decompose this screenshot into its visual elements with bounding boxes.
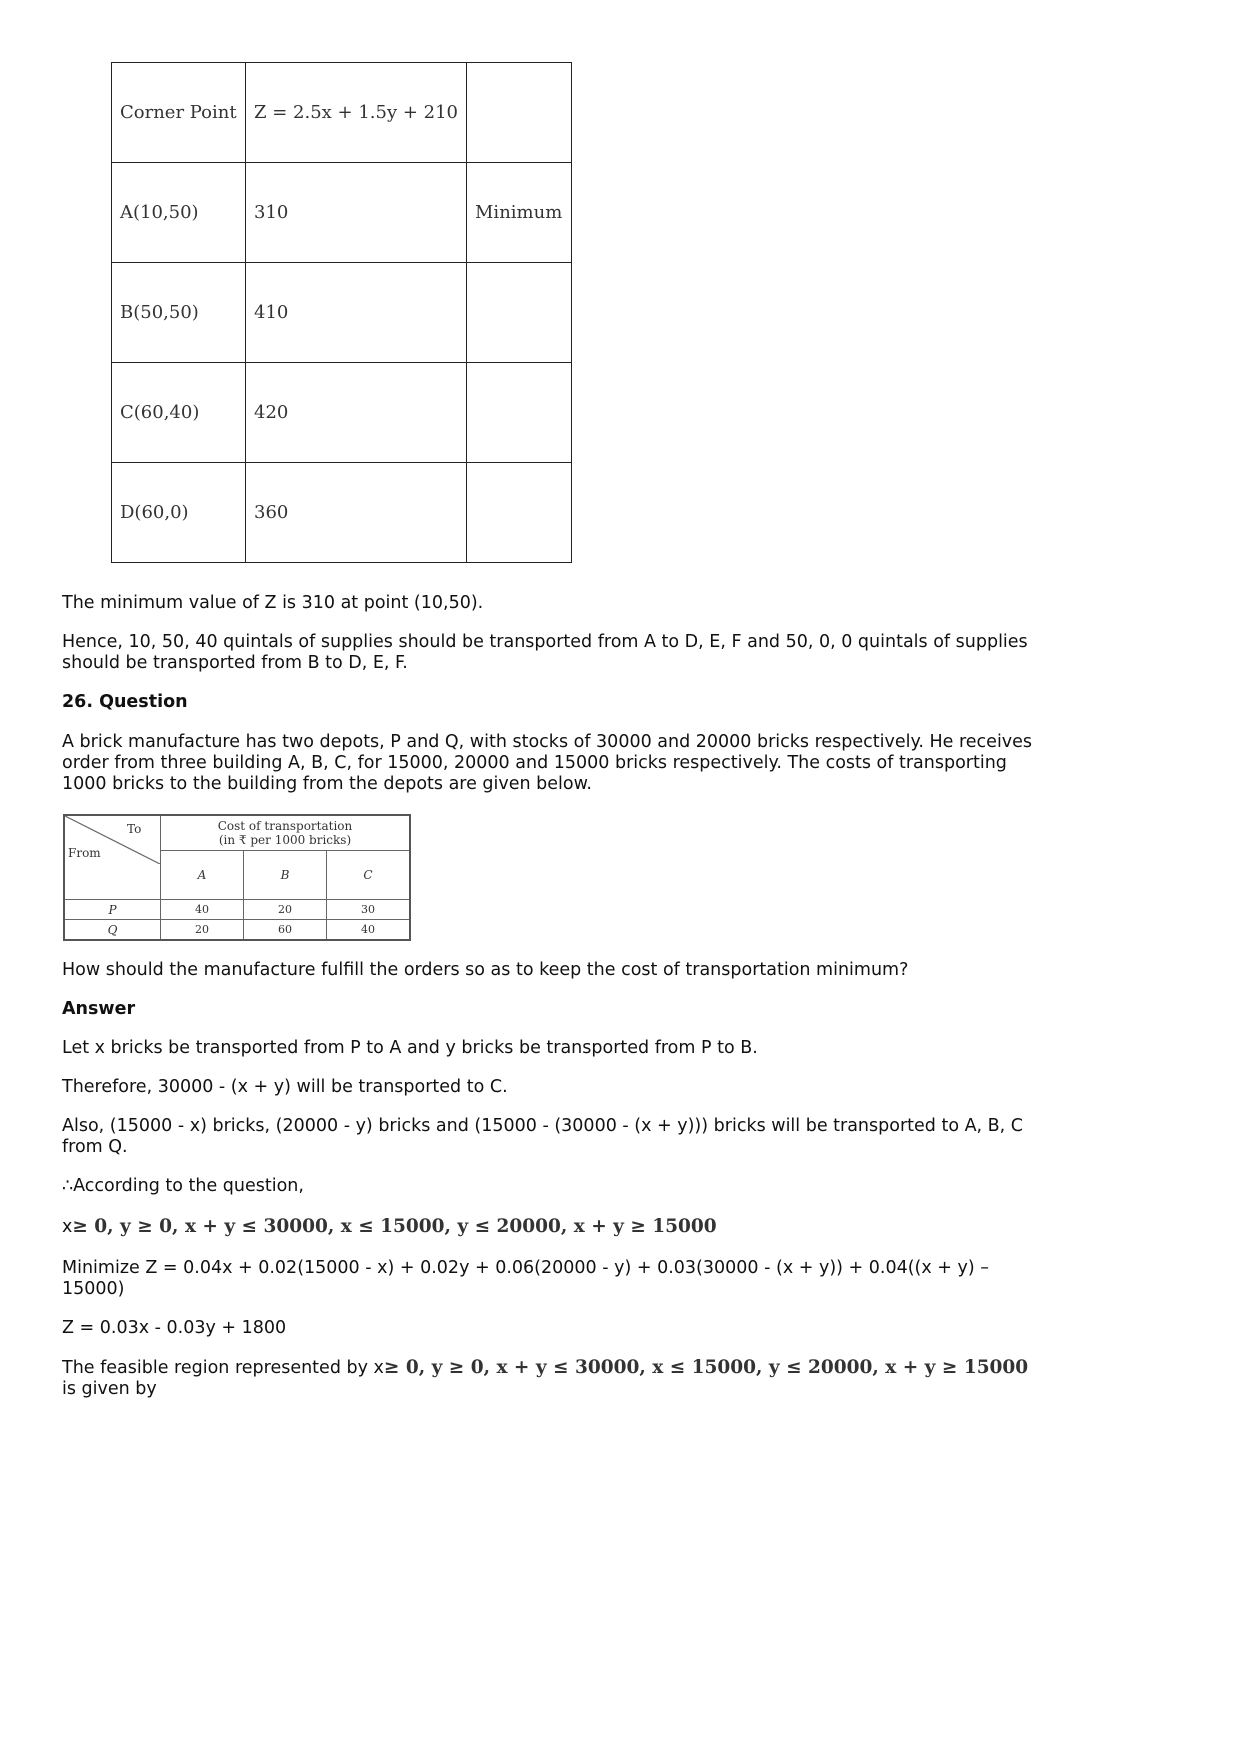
answer-line: Let x bricks be transported from P to A and y bricks be transported from P to B. [62,1038,758,1058]
answer-line: Therefore, 30000 - (x + y) will be transported to C. [62,1077,508,1097]
feasible-suffix: is given by [62,1379,157,1399]
table-header-cell [467,63,572,163]
table-cell: 420 [246,363,467,463]
table-cell: Minimum [467,163,572,263]
row-header: Q [64,920,161,941]
table-row [112,163,572,263]
table-row [64,900,410,920]
question-text: A brick manufacture has two depots, P and Q, with stocks of 30000 and 20000 bricks respectively. He receives order from three building A, B, C, for 15000, 20000 and 15000 bricks respectively. The costs of transporting 1000 bricks to the building from the depots are given below. [62,732,1033,794]
table-row [64,920,410,941]
row-header: P [64,900,161,920]
table-cell: 410 [246,263,467,363]
table-header-cell: Corner Point [112,63,246,163]
table-cell: 360 [246,463,467,563]
corner-diagonal-cell [64,815,161,900]
hence-statement: Hence, 10, 50, 40 quintals of supplies should be transported from A to D, E, F and 50, 0, 0 quintals of supplies should be transported from B to D, E, F. [62,632,1028,673]
column-header: B [244,851,327,900]
answer-line: Also, (15000 - x) bricks, (20000 - y) bricks and (15000 - (30000 - (x + y))) bricks will be transported to A, B, C from Q. [62,1116,1024,1157]
table-cell: 30 [327,900,411,920]
table-cell: A(10,50) [112,163,246,263]
question-heading: 26. Question [62,692,188,712]
feasible-line [62,1357,1052,1400]
caption-line: Cost of transportation [217,819,353,833]
table-cell: 40 [327,920,411,941]
table-cell: C(60,40) [112,363,246,463]
table-row [112,363,572,463]
table-header-row [64,815,410,851]
table-cell: 60 [244,920,327,941]
table-row [112,463,572,563]
column-header: C [327,851,411,900]
table-cell: 310 [246,163,467,263]
answer-heading: Answer [62,999,136,1019]
table-cell [467,263,572,363]
constraints-prefix: x [62,1217,73,1237]
answer-line: ∴According to the question, [62,1176,304,1196]
table-cell [467,463,572,563]
corner-from-label: From [68,846,101,860]
constraints-math: ≥ 0, y ≥ 0, x + y ≤ 30000, x ≤ 15000, y ≤ 20000, x + y ≥ 15000 [72,1216,717,1237]
min-statement: The minimum value of Z is 310 at point (10,50). [62,593,484,613]
question-ask: How should the manufacture fulfill the orders so as to keep the cost of transportation minimum? [62,960,909,980]
table-caption [161,815,411,851]
table-header-row [112,63,572,163]
feasible-math: ≥ 0, y ≥ 0, x + y ≤ 30000, x ≤ 15000, y ≤ 20000, x + y ≥ 15000 [383,1357,1029,1378]
column-header: A [161,851,244,900]
constraints-line [62,1216,1052,1238]
caption-line: (in ₹ per 1000 bricks) [218,833,352,847]
table-cell: D(60,0) [112,463,246,563]
table-cell: 20 [161,920,244,941]
minimize-line: Minimize Z = 0.04x + 0.02(15000 - x) + 0.02y + 0.06(20000 - y) + 0.03(30000 - (x + y)) + 0.04((x + y) – 15000) [62,1258,990,1299]
corner-to-label: To [127,822,142,836]
table-row [112,263,572,363]
table-header-cell: Z = 2.5x + 1.5y + 210 [246,63,467,163]
z-line: Z = 0.03x - 0.03y + 1800 [62,1318,287,1338]
transport-cost-table [63,814,411,941]
corner-point-table [111,62,572,563]
table-cell: 20 [244,900,327,920]
feasible-prefix: The feasible region represented by x [62,1358,384,1378]
table-cell: B(50,50) [112,263,246,363]
table-cell: 40 [161,900,244,920]
table-cell [467,363,572,463]
